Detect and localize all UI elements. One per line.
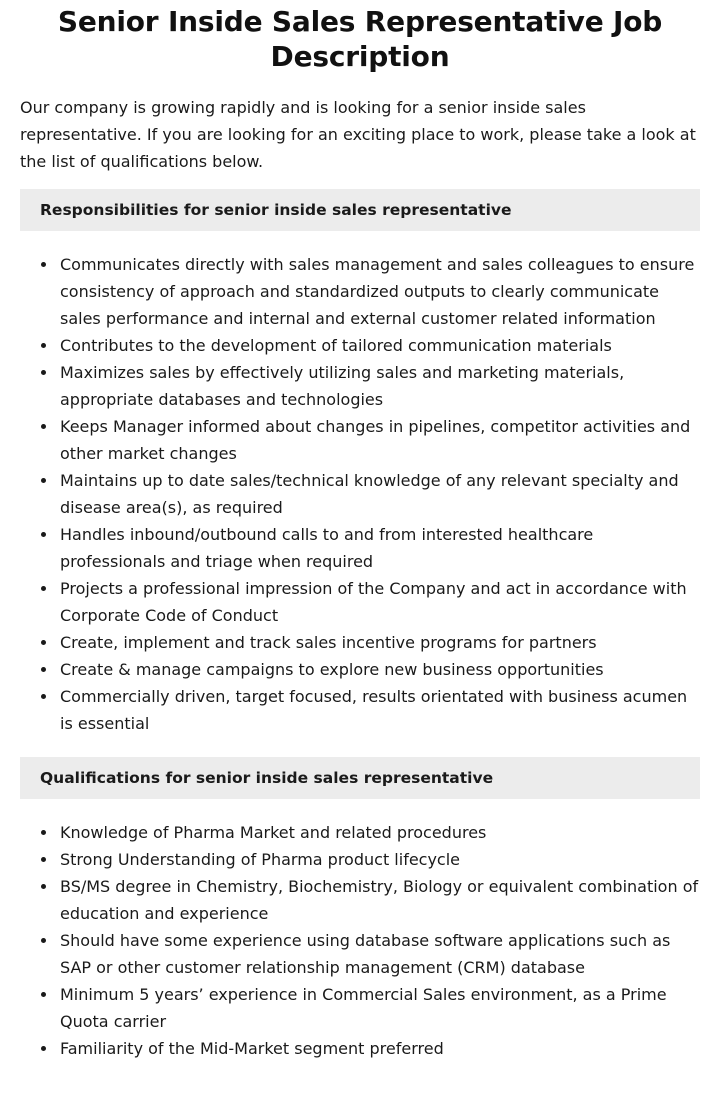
- list-item: Projects a professional impression of the Company and act in accordance with Corporate Code of Conduct: [60, 575, 700, 629]
- list-item: Strong Understanding of Pharma product lifecycle: [60, 846, 700, 873]
- list-item: Keeps Manager informed about changes in pipelines, competitor activities and other market changes: [60, 413, 700, 467]
- list-item: Familiarity of the Mid-Market segment preferred: [60, 1035, 700, 1062]
- responsibilities-heading: Responsibilities for senior inside sales representative: [20, 189, 700, 231]
- list-item: Create, implement and track sales incentive programs for partners: [60, 629, 700, 656]
- list-item: Handles inbound/outbound calls to and from interested healthcare professionals and triage when required: [60, 521, 700, 575]
- qualifications-heading: Qualifications for senior inside sales representative: [20, 757, 700, 799]
- list-item: BS/MS degree in Chemistry, Biochemistry, Biology or equivalent combination of education and experience: [60, 873, 700, 927]
- page-title: Senior Inside Sales Representative Job Description: [57, 5, 663, 73]
- list-item: Contributes to the development of tailored communication materials: [60, 332, 700, 359]
- list-item: Maintains up to date sales/technical knowledge of any relevant specialty and disease area(s), as required: [60, 467, 700, 521]
- list-item: Maximizes sales by effectively utilizing sales and marketing materials, appropriate databases and technologies: [60, 359, 700, 413]
- list-item: Commercially driven, target focused, results orientated with business acumen is essential: [60, 683, 700, 737]
- list-item: Minimum 5 years’ experience in Commercial Sales environment, as a Prime Quota carrier: [60, 981, 700, 1035]
- list-item: Communicates directly with sales management and sales colleagues to ensure consistency of approach and standardized outputs to clearly communicate sales performance and internal and external customer related information: [60, 251, 700, 332]
- list-item: Knowledge of Pharma Market and related procedures: [60, 819, 700, 846]
- intro-paragraph: Our company is growing rapidly and is looking for a senior inside sales representative. If you are looking for an exciting place to work, please take a look at the list of qualifications below.: [20, 98, 696, 171]
- responsibilities-list: [20, 251, 700, 737]
- list-item: Should have some experience using database software applications such as SAP or other customer relationship management (CRM) database: [60, 927, 700, 981]
- list-item: Create & manage campaigns to explore new business opportunities: [60, 656, 700, 683]
- qualifications-list: [20, 819, 700, 1062]
